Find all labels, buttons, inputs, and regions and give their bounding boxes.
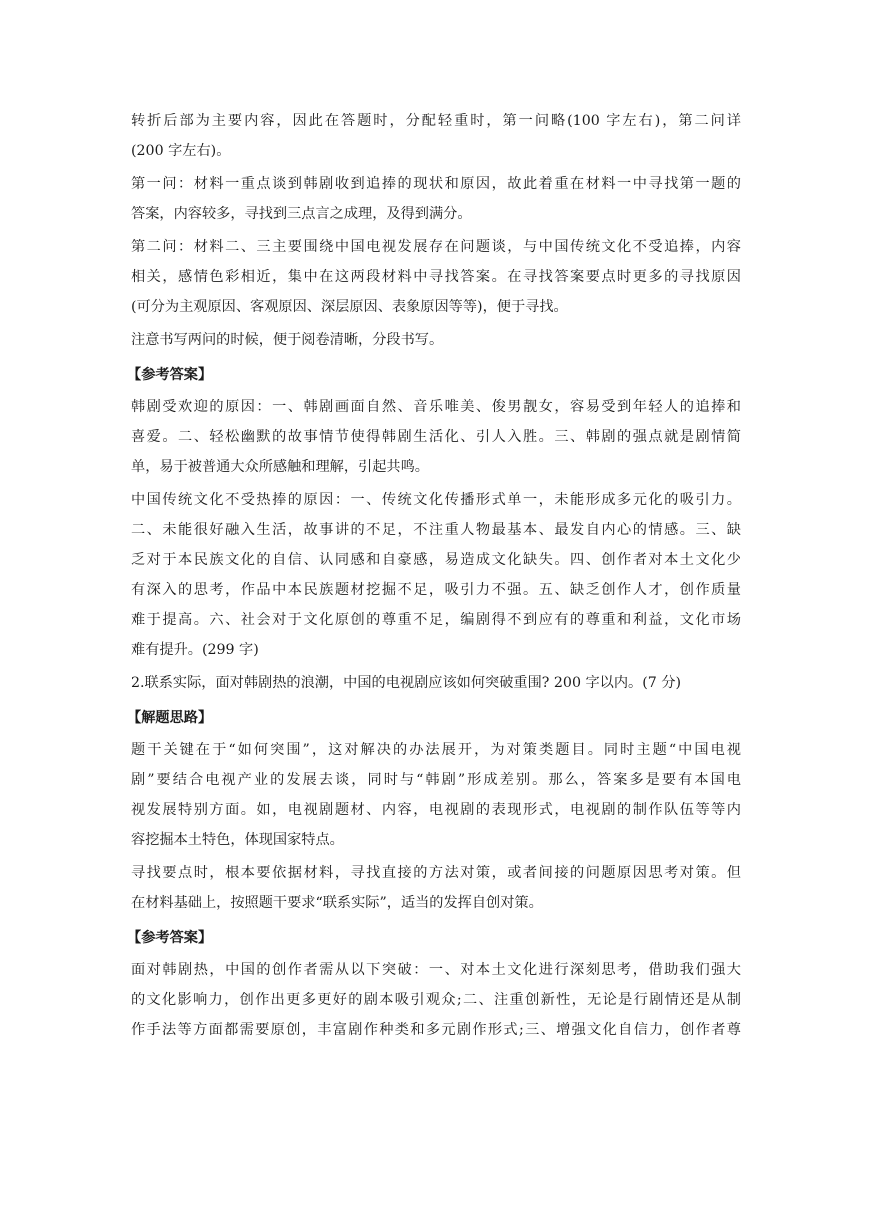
text-line: 容挖掘本土特色，体现国家特点。: [131, 832, 344, 848]
text-line: 难于提高。六、社会对于文化原创的尊重不足，编剧得不到应有的尊重和利益，文化市场: [131, 612, 741, 628]
paragraph: [131, 735, 741, 855]
text-line: 剧”要结合电视产业的发展去谈，同时与“韩剧”形成差别。那么，答案多是要有本国电: [131, 772, 741, 788]
section-heading: 【解题思路】: [127, 710, 213, 726]
text-line: 单，易于被普通大众所感触和理解，引起共鸣。: [131, 459, 429, 475]
document-body: [127, 106, 741, 1048]
paragraph: [131, 392, 741, 482]
paragraph: [131, 232, 741, 322]
text-line: 相关，感情色彩相近，集中在这两段材料中寻找答案。在寻找答案要点时更多的寻找原因: [131, 269, 741, 285]
section-heading: 【参考答案】: [127, 367, 213, 383]
text-line: (200 字左右)。: [131, 143, 231, 159]
text-line: 面对韩剧热，中国的创作者需从以下突破：一、对本土文化进行深刻思考，借助我们强大: [131, 962, 741, 978]
paragraph: [131, 955, 741, 1045]
text-line: 注意书写两问的时候，便于阅卷清晰，分段书写。: [131, 332, 444, 348]
section-heading: 【参考答案】: [127, 930, 213, 946]
text-line: 第一问：材料一重点谈到韩剧收到追捧的现状和原因，故此着重在材料一中寻找第一题的: [131, 176, 741, 192]
text-line: 在材料基础上，按照题干要求“联系实际”，适当的发挥自创对策。: [131, 895, 543, 911]
text-line: 难有提升。(299 字): [131, 642, 259, 658]
paragraph: [131, 858, 741, 918]
text-line: 喜爱。二、轻松幽默的故事情节使得韩剧生活化、引人入胜。三、韩剧的强点就是剧情简: [131, 429, 741, 445]
text-line: 有深入的思考，作品中本民族题材挖掘不足，吸引力不强。五、缺乏创作人才，创作质量: [131, 582, 741, 598]
text-line: 寻找要点时，根本要依据材料，寻找直接的方法对策，或者间接的问题原因思考对策。但: [131, 865, 741, 881]
text-line: 答案，内容较多，寻找到三点言之成理，及得到满分。: [131, 206, 472, 222]
text-line: (可分为主观原因、客观原因、深层原因、表象原因等等)，便于寻找。: [131, 299, 568, 315]
paragraph: [131, 325, 741, 355]
paragraph-gap: [131, 918, 741, 921]
paragraph-gap: [131, 355, 741, 358]
paragraph: [131, 169, 741, 229]
text-line: 的文化影响力，创作出更多更好的剧本吸引观众;二、注重创新性，无论是行剧情还是从制: [131, 992, 741, 1008]
text-line: 乏对于本民族文化的自信、认同感和自豪感，易造成文化缺失。四、创作者对本土文化少: [131, 552, 741, 568]
paragraph: [131, 668, 741, 698]
text-line: 视发展特别方面。如，电视剧题材、内容，电视剧的表现形式，电视剧的制作队伍等等内: [131, 802, 741, 818]
paragraph: [131, 485, 741, 665]
text-line: 第二问：材料二、三主要围绕中国电视发展存在问题谈，与中国传统文化不受追捧，内容: [131, 239, 741, 255]
paragraph-gap: [131, 1045, 741, 1048]
text-line: 2.联系实际，面对韩剧热的浪潮，中国的电视剧应该如何突破重围? 200 字以内。(7 分): [131, 675, 682, 691]
text-line: 二、未能很好融入生活，故事讲的不足，不注重人物最基本、最发自内心的情感。三、缺: [131, 522, 741, 538]
text-line: 转折后部为主要内容，因此在答题时，分配轻重时，第一问略(100 字左右)，第二问详: [131, 113, 741, 129]
text-line: 韩剧受欢迎的原因：一、韩剧画面自然、音乐唯美、俊男靓女，容易受到年轻人的追捧和: [131, 399, 741, 415]
text-line: 题干关键在于“如何突围”，这对解决的办法展开，为对策类题目。同时主题“中国电视: [131, 742, 741, 758]
paragraph: [131, 106, 741, 166]
text-line: 中国传统文化不受热捧的原因：一、传统文化传播形式单一，未能形成多元化的吸引力。: [131, 492, 741, 508]
paragraph-gap: [131, 698, 741, 701]
text-line: 作手法等方面都需要原创，丰富剧作种类和多元剧作形式;三、增强文化自信力，创作者尊: [131, 1022, 741, 1038]
